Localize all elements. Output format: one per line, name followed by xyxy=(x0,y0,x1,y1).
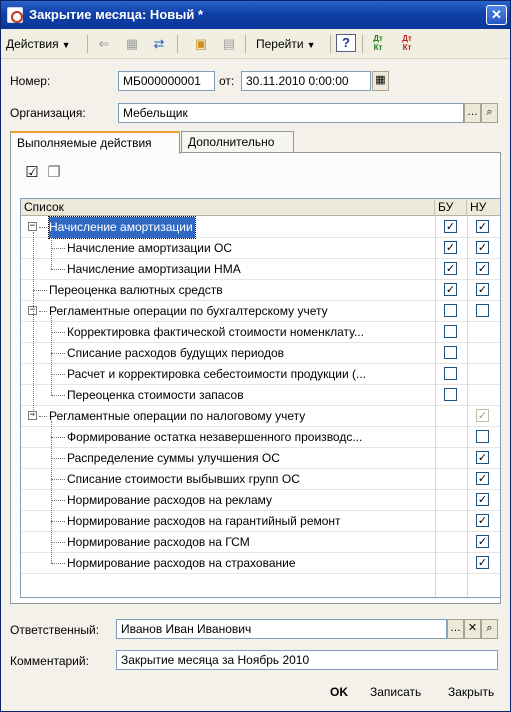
tree-connector xyxy=(51,479,65,480)
column-divider xyxy=(435,216,436,597)
tree-connector xyxy=(51,332,65,333)
nu-checkbox: ✓ xyxy=(477,409,488,422)
app-icon xyxy=(7,7,23,23)
collapse-toggle-icon[interactable]: − xyxy=(29,221,36,231)
check-all-icon[interactable]: ☑ xyxy=(25,164,39,181)
toolbar-separator xyxy=(177,35,178,53)
responsible-field[interactable]: Иванов Иван Иванович xyxy=(116,619,447,639)
nu-checkbox[interactable]: ✓ xyxy=(477,472,488,485)
table-row[interactable] xyxy=(21,385,500,406)
bu-checkbox[interactable]: ✓ xyxy=(445,283,456,296)
row-label: Нормирование расходов на ГСМ xyxy=(67,535,250,549)
row-label: Начисление амортизации xyxy=(49,217,195,238)
goto-menu[interactable] xyxy=(256,37,315,51)
nu-checkbox[interactable]: ✓ xyxy=(477,556,488,569)
bu-checkbox[interactable] xyxy=(444,367,457,380)
tree-connector xyxy=(51,316,52,395)
post-document-icon[interactable]: ▣ xyxy=(194,36,208,51)
find-in-list-icon[interactable]: ▦ xyxy=(125,36,139,51)
column-divider xyxy=(467,216,468,597)
responsible-label: Ответственный: xyxy=(10,623,100,637)
tree-connector xyxy=(51,269,65,270)
tree-connector xyxy=(51,374,65,375)
comment-field[interactable]: Закрытие месяца за Ноябрь 2010 xyxy=(116,650,498,670)
chevron-down-icon: ▼ xyxy=(61,40,71,50)
tab-actions[interactable]: Выполняемые действия xyxy=(10,131,180,154)
close-window-button[interactable]: ✕ xyxy=(486,5,507,25)
column-header-nu[interactable]: НУ xyxy=(470,200,487,214)
nu-checkbox[interactable]: ✓ xyxy=(477,220,488,233)
bu-checkbox[interactable]: ✓ xyxy=(445,262,456,275)
nu-checkbox[interactable] xyxy=(476,430,489,443)
nu-checkbox[interactable]: ✓ xyxy=(477,514,488,527)
bu-checkbox[interactable]: ✓ xyxy=(445,220,456,233)
toolbar-separator xyxy=(245,35,246,53)
row-label: Нормирование расходов на рекламу xyxy=(67,493,273,507)
number-field[interactable]: МБ000000001 xyxy=(118,71,215,91)
toolbar xyxy=(1,29,510,59)
clear-icon[interactable]: ✕ xyxy=(464,619,481,639)
nu-checkbox[interactable]: ✓ xyxy=(477,535,488,548)
tree-connector xyxy=(51,353,65,354)
ok-button[interactable]: OK xyxy=(330,685,348,699)
row-label: Начисление амортизации НМА xyxy=(67,262,241,276)
chevron-down-icon: ▼ xyxy=(306,40,316,50)
nu-checkbox[interactable]: ✓ xyxy=(477,493,488,506)
tree-connector xyxy=(51,458,65,459)
number-label: Номер: xyxy=(10,74,51,88)
row-label: Регламентные операции по налоговому учету xyxy=(49,409,306,423)
table-row[interactable] xyxy=(21,280,500,301)
actions-label: Действия xyxy=(6,37,59,51)
tree-connector xyxy=(51,521,65,522)
save-button[interactable]: Записать xyxy=(370,685,422,699)
tree-connector xyxy=(51,563,65,564)
refresh-icon[interactable]: ⇄ xyxy=(153,36,165,51)
tree-connector xyxy=(51,395,65,396)
date-field[interactable]: 30.11.2010 0:00:00 xyxy=(241,71,371,91)
tree-connector xyxy=(33,232,34,416)
tree-connector xyxy=(51,248,65,249)
tree-connector xyxy=(39,416,47,417)
table-row[interactable] xyxy=(21,448,500,469)
table-row[interactable] xyxy=(21,427,500,448)
table-row[interactable] xyxy=(21,553,500,574)
bu-checkbox[interactable]: ✓ xyxy=(445,241,456,254)
tree-connector xyxy=(33,290,47,291)
collapse-toggle-icon[interactable]: − xyxy=(29,305,36,315)
table-row[interactable] xyxy=(21,238,500,259)
table-row[interactable] xyxy=(21,490,500,511)
tree-connector xyxy=(51,437,65,438)
row-label: Регламентные операции по бухгалтерскому учету xyxy=(49,304,328,318)
table-row[interactable] xyxy=(21,259,500,280)
window-title: Закрытие месяца: Новый * xyxy=(29,7,204,22)
dt-kt-report-icon[interactable]: Дт Кт xyxy=(373,34,383,52)
calendar-icon[interactable]: ▦ xyxy=(372,71,389,91)
row-label: Расчет и корректировка себестоимости продукции (... xyxy=(67,367,367,381)
table-row[interactable] xyxy=(21,364,500,385)
tree-connector xyxy=(39,311,47,312)
row-label: Переоценка валютных средств xyxy=(49,283,223,297)
row-label: Списание расходов будущих периодов xyxy=(67,346,285,360)
tree-connector xyxy=(39,227,47,228)
row-label: Начисление амортизации ОС xyxy=(67,241,233,255)
table-row[interactable] xyxy=(21,406,500,427)
tab-panel xyxy=(10,152,501,604)
table-row[interactable] xyxy=(21,511,500,532)
unpost-document-icon[interactable]: ▤ xyxy=(222,36,236,51)
organization-label: Организация: xyxy=(10,106,86,120)
table-row[interactable] xyxy=(21,469,500,490)
comment-label: Комментарий: xyxy=(10,654,89,668)
select-ellipsis-icon[interactable]: … xyxy=(447,619,464,639)
row-label: Списание стоимости выбывших групп ОС xyxy=(67,472,300,486)
open-search-icon[interactable]: ⌕ xyxy=(481,103,498,123)
toolbar-separator xyxy=(87,35,88,53)
nu-checkbox[interactable]: ✓ xyxy=(477,241,488,254)
column-header-list[interactable]: Список xyxy=(21,199,435,216)
actions-menu[interactable] xyxy=(6,37,71,51)
bu-checkbox[interactable] xyxy=(444,325,457,338)
close-button[interactable]: Закрыть xyxy=(448,685,495,699)
column-header-bu[interactable]: БУ xyxy=(435,199,467,216)
actions-table[interactable] xyxy=(20,198,501,598)
open-search-icon[interactable]: ⌕ xyxy=(481,619,498,639)
nu-checkbox[interactable] xyxy=(476,304,489,317)
uncheck-all-icon[interactable]: ❐ xyxy=(47,164,61,181)
toolbar-separator xyxy=(330,35,331,53)
organization-field[interactable]: Мебельщик xyxy=(118,103,464,123)
table-row[interactable] xyxy=(21,343,500,364)
row-label: Корректировка фактической стоимости номенклату... xyxy=(67,325,364,339)
table-row[interactable] xyxy=(21,217,500,238)
date-from-label: от: xyxy=(219,74,235,88)
dt-kt-tax-report-icon[interactable]: Дт Кт xyxy=(402,34,412,52)
row-label: Формирование остатка незавершенного производс... xyxy=(67,430,363,444)
table-row[interactable] xyxy=(21,301,500,322)
help-icon[interactable]: ? xyxy=(336,34,356,52)
tree-connector xyxy=(51,232,52,269)
tree-connector xyxy=(51,500,65,501)
nu-checkbox[interactable]: ✓ xyxy=(477,451,488,464)
move-back-icon[interactable]: ⇐ xyxy=(98,36,110,51)
row-label: Нормирование расходов на страхование xyxy=(67,556,296,570)
select-ellipsis-icon[interactable]: … xyxy=(464,103,481,123)
nu-checkbox[interactable]: ✓ xyxy=(477,262,488,275)
tree-connector xyxy=(51,421,52,563)
toolbar-separator xyxy=(362,35,363,53)
tree-connector xyxy=(51,542,65,543)
row-label: Нормирование расходов на гарантийный ремонт xyxy=(67,514,341,528)
tab-additional[interactable]: Дополнительно xyxy=(181,131,294,153)
table-header xyxy=(21,199,500,216)
bu-checkbox[interactable] xyxy=(444,346,457,359)
table-row[interactable] xyxy=(21,322,500,343)
goto-label: Перейти xyxy=(256,37,304,51)
bu-checkbox[interactable] xyxy=(444,388,457,401)
row-label: Переоценка стоимости запасов xyxy=(67,388,244,402)
table-row[interactable] xyxy=(21,532,500,553)
title-bar[interactable] xyxy=(1,1,510,29)
bu-checkbox[interactable] xyxy=(444,304,457,317)
nu-checkbox[interactable]: ✓ xyxy=(477,283,488,296)
collapse-toggle-icon[interactable]: − xyxy=(29,410,36,420)
row-label: Распределение суммы улучшения ОС xyxy=(67,451,280,465)
